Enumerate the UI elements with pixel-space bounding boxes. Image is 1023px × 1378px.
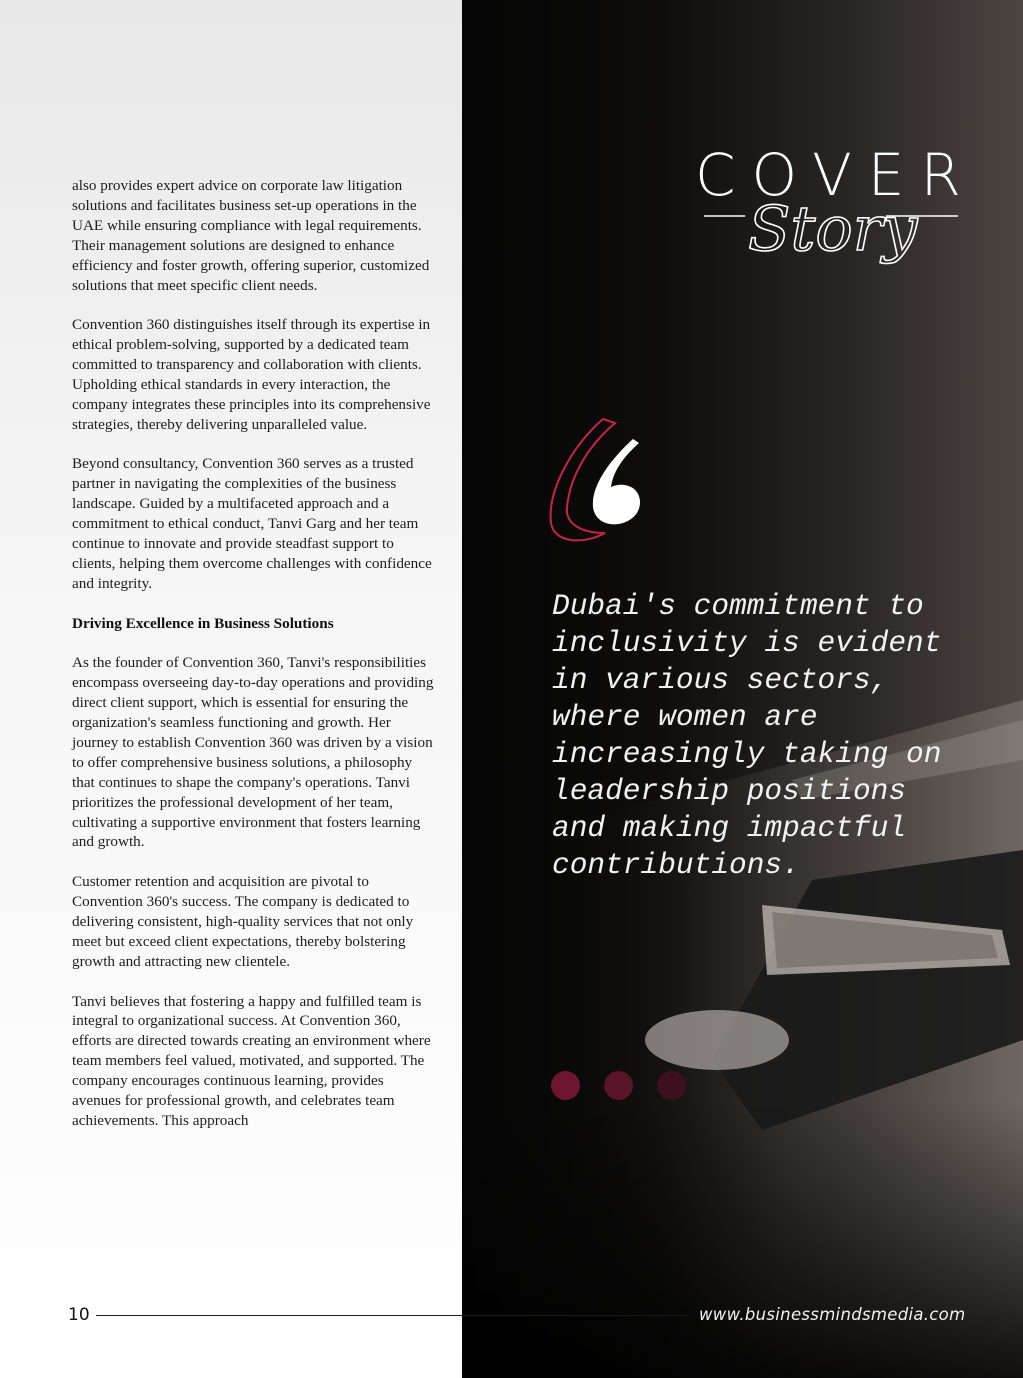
dot-icon <box>604 1071 633 1100</box>
article-body <box>72 176 434 1151</box>
story-script-logo <box>700 175 962 285</box>
article-paragraph: Beyond consultancy, Convention 360 serves as a trusted partner in navigating the complexities of the business landscape. Guided by a multifaceted approach and a commitment to ethical conduct, Tanvi Garg and her team continue to innovate and provide steadfast support to clients, helping them overcome challenges with confidence and integrity. <box>72 455 432 592</box>
page-number: 10 <box>68 1305 90 1325</box>
svg-text:Story: Story <box>748 192 918 265</box>
article-column <box>0 0 462 1378</box>
quote-mark-icon <box>545 415 655 550</box>
cover-logo-text: COVER <box>695 141 977 209</box>
article-paragraph: Tanvi believes that fostering a happy and fulfilled team is integral to organizational success. At Convention 360, efforts are directed towards creating an environment where team members feel valued, motivated, and supported. The company encourages continuous learning, provides avenues for professional growth, and celebrates team achievements. This approach <box>72 992 431 1129</box>
dot-icon <box>657 1071 686 1100</box>
website-url[interactable]: www.businessmindsmedia.com <box>699 1305 966 1324</box>
article-paragraph: Convention 360 distinguishes itself through its expertise in ethical problem-solving, supported by a dedicated team committed to transparency and collaboration with clients. Upholding ethical standards in every interaction, the company integrates these principles into its comprehensive strategies, thereby delivering unparalleled value. <box>72 316 431 433</box>
section-heading: Driving Excellence in Business Solutions <box>72 614 334 632</box>
dot-icon <box>551 1071 580 1100</box>
pull-quote: Dubai's commitment to inclusivity is evident in various sectors, where women are increasingly taking on leadership positions and making impactful contributions. <box>552 589 942 882</box>
footer-rule <box>96 1315 688 1316</box>
article-paragraph: As the founder of Convention 360, Tanvi's responsibilities encompass overseeing day-to-day operations and providing direct client support, which is essential for ensuring the organization's seamless functioning and growth. Her journey to establish Convention 360 was driven by a vision to offer comprehensive business solutions, a philosophy that continues to shape the company's operations. Tanvi prioritizes the professional development of her team, cultivating a supportive environment that fosters learning and growth. <box>72 654 434 851</box>
article-paragraph: also provides expert advice on corporate law litigation solutions and facilitates business set-up operations in the UAE while ensuring compliance with legal requirements. Their management solutions are designed to enhance efficiency and foster growth, offering superior, customized solutions that meet specific client needs. <box>72 177 430 294</box>
article-paragraph: Customer retention and acquisition are pivotal to Convention 360's success. The company is dedicated to delivering consistent, high-quality services that not only meet but exceed client expectations, thereby bolstering growth and attracting new clientele. <box>72 873 414 970</box>
